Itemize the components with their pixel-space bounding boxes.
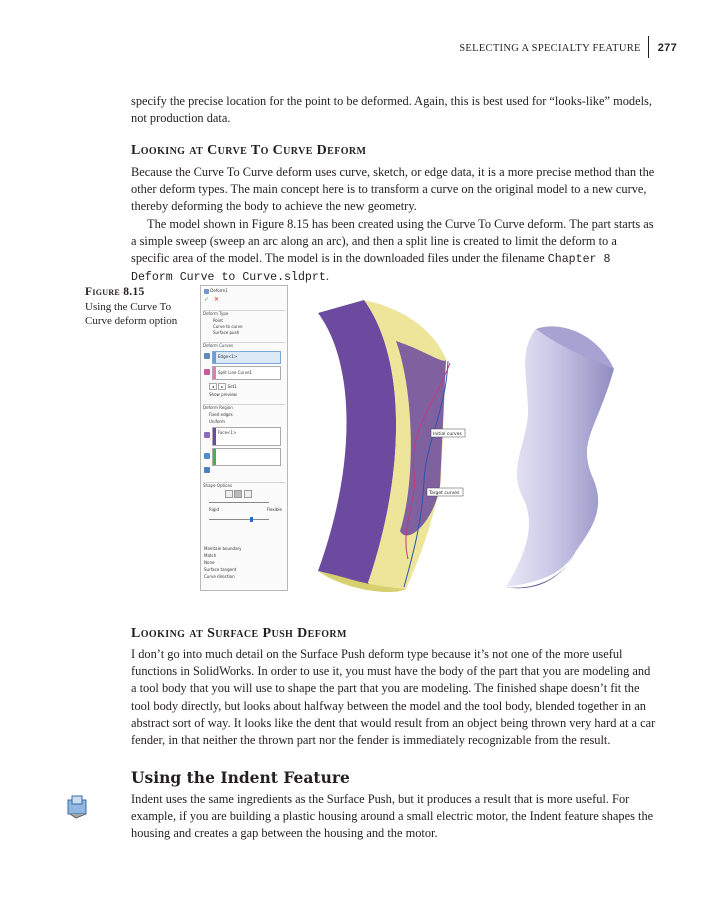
shape-option-check[interactable]: None	[204, 560, 215, 565]
para2-text: The model shown in Figure 8.15 has been created using the Curve To Curve deform. The part starts as a simple sweep (sweep an arc along an arc), and then a split line is created to limit the deform to a specific area of the model. The model is in the downloaded files under the filename	[131, 216, 654, 266]
initial-curves-list[interactable]	[212, 351, 281, 364]
shape-accuracy-slider[interactable]	[209, 516, 284, 523]
page-number: 277	[657, 42, 677, 54]
shape-option-check[interactable]: Match	[204, 553, 217, 558]
intro-text: specify the precise location for the point to be deformed. Again, this is best used for “looks-like” models, not production data.	[131, 94, 652, 126]
stiffness-slider[interactable]	[209, 499, 284, 506]
ok-check-icon[interactable]: ✓	[204, 296, 210, 303]
set-selector[interactable]: ◂ ▸ Set1	[209, 383, 284, 390]
panel-title-row	[204, 288, 284, 295]
tool-body-swatch	[213, 449, 216, 465]
cancel-x-icon[interactable]: ✕	[213, 296, 219, 303]
target-curve-icon	[204, 369, 210, 375]
indent-feature-icon	[62, 794, 92, 820]
shape-options-group[interactable]: Shape Options	[203, 482, 285, 489]
shape-option-check[interactable]: Curve direction	[204, 574, 235, 579]
deform-region-group[interactable]: Deform Region	[203, 404, 285, 411]
region-face-icon	[204, 432, 210, 438]
deform-curves-group[interactable]: Deform Curves	[203, 342, 285, 349]
filename: Chapter 8 Deform Curve to Curve.sldprt	[131, 253, 611, 285]
shape-option-buttons[interactable]	[225, 490, 284, 497]
region-face-swatch	[213, 428, 216, 445]
fixed-body-icon	[204, 467, 210, 473]
panel-ok-cancel	[204, 296, 284, 303]
header-divider	[648, 36, 649, 58]
callout-initial-curves-text: Initial curves	[433, 432, 462, 437]
running-title: SELECTING A SPECIALTY FEATURE	[459, 42, 641, 54]
filename-period: .	[325, 269, 329, 284]
callout-target-curves-text: Target curves	[429, 491, 460, 496]
show-preview-check[interactable]: Show preview	[209, 392, 237, 397]
figure-label: Figure 8.15	[85, 286, 145, 298]
deform-property-panel	[200, 285, 288, 591]
indent-heading: Using the Indent Feature	[131, 768, 350, 787]
uniform-check[interactable]: Uniform	[209, 419, 225, 424]
curve-to-curve-heading: Looking at Curve To Curve Deform	[131, 143, 367, 158]
deform-type-option[interactable]: Surface push	[213, 330, 240, 335]
deform-type-option[interactable]: Point	[213, 318, 223, 323]
deform-type-option[interactable]: Curve to curve	[213, 324, 243, 329]
curve-to-curve-body	[131, 164, 657, 286]
target-curve-item: Split Line Curve1	[218, 370, 253, 375]
set-label: Set1	[227, 384, 237, 389]
deform-type-group[interactable]: Deform Type	[203, 310, 285, 317]
shape-option-check[interactable]: Maintain boundary	[204, 546, 242, 551]
curve-to-curve-para2	[131, 216, 657, 287]
surface-push-heading: Looking at Surface Push Deform	[131, 626, 347, 641]
indent-para: Indent uses the same ingredients as the Surface Push, but it produces a result that is more useful. For example, if you are building a plastic housing around a small electric motor, the Indent feature shapes the housing and creates a gap between the housing and the motor.	[131, 792, 654, 841]
intro-paragraph	[131, 93, 657, 127]
region-faces-list[interactable]	[212, 427, 281, 446]
panel-title: Deform1	[210, 288, 228, 293]
deform-feature-icon	[204, 289, 209, 294]
deformed-body-surface	[506, 327, 614, 587]
running-header	[459, 38, 677, 58]
initial-curve-item: Edge<1>	[218, 354, 238, 359]
deform-models-illustration	[296, 291, 671, 601]
initial-curve-icon	[204, 353, 210, 359]
slider-right-label: Flexible	[266, 507, 282, 512]
surface-push-body	[131, 646, 657, 749]
indent-body	[131, 791, 657, 843]
figure-caption	[85, 285, 190, 329]
target-curve-swatch	[213, 367, 216, 379]
slider-left-label: Rigid	[209, 507, 220, 512]
target-curves-list[interactable]	[212, 366, 281, 380]
region-face-item: Face<1>	[218, 430, 237, 435]
surface-push-para: I don’t go into much detail on the Surface Push deform type because it’s not one of the more useful functions in SolidWorks. In order to use it, you must have the body of the part that you are modeling and a tool body that you will use to shape the part that you are modeling. The finished shape doesn’t fit the tool body directly, but looks about halfway between the model and the tool body, blended together in an abstract sort of way. It looks like the dent that would result from an object being thrown very hard at a car fender, in that neither the thrown part nor the fender is immediately recognizable from the result.	[131, 647, 656, 748]
tool-body-icon	[204, 453, 210, 459]
fixed-edges-check[interactable]: Fixed edges	[209, 412, 233, 417]
slider-labels	[209, 507, 284, 514]
curve-to-curve-para1: Because the Curve To Curve deform uses curve, sketch, or edge data, it is a more precise method than the other deform types. The main concept here is to transform a curve on the original model to a new curve, thereby deforming the body to achieve the new geometry.	[131, 165, 655, 214]
tool-body-list[interactable]	[212, 448, 281, 466]
figure-caption-text: Using the Curve To Curve deform option	[85, 300, 178, 328]
shape-option-check[interactable]: Surface tangent	[204, 567, 237, 572]
initial-curve-swatch	[213, 352, 216, 363]
